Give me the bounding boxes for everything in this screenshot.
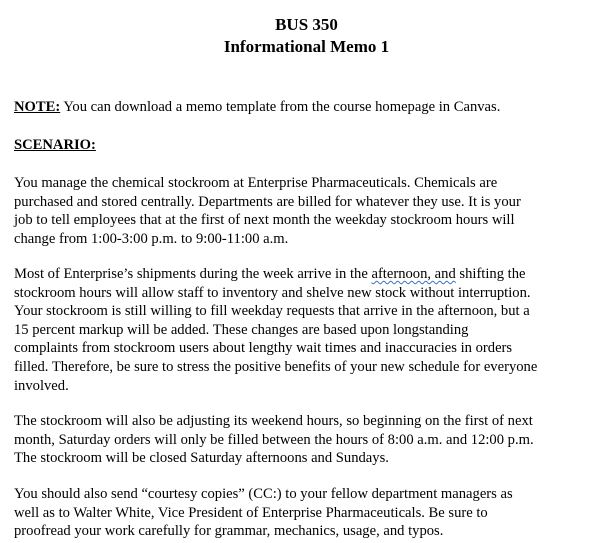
paragraph-2 xyxy=(14,265,604,395)
scenario-label: SCENARIO: xyxy=(14,137,96,153)
paragraph-3-line: month, Saturday orders will only be filled between the hours of 8:00 a.m. and 12:00 p.m. xyxy=(14,431,534,448)
note-label: NOTE: xyxy=(14,99,61,115)
note-text: You can download a memo template from the course homepage in Canvas. xyxy=(60,99,501,115)
paragraph-1-line: You manage the chemical stockroom at Enterprise Pharmaceuticals. Chemicals are xyxy=(14,175,498,191)
paragraph-3 xyxy=(14,412,604,468)
paragraph-3-line: The stockroom will also be adjusting its weekend hours, so beginning on the first of next xyxy=(14,413,533,429)
paragraph-2-line: filled. Therefore, be sure to stress the positive benefits of your new schedule for everyone xyxy=(14,358,538,375)
note-paragraph xyxy=(14,98,604,117)
paragraph-1-line: change from 1:00-3:00 p.m. to 9:00-11:00 a.m. xyxy=(14,230,289,247)
paragraph-1-line: job to tell employees that at the first of next month the weekday stockroom hours will xyxy=(14,212,515,229)
scenario-heading xyxy=(14,136,604,155)
paragraph-2-line xyxy=(14,265,604,284)
paragraph-4-line: You should also send “courtesy copies” (CC:) to your fellow department managers as xyxy=(14,486,513,502)
paragraph-1-line: purchased and stored centrally. Departments are billed for whatever they use. It is your xyxy=(14,193,521,210)
paragraph-4 xyxy=(14,485,604,541)
document-title xyxy=(0,14,613,58)
paragraph-4-line: proofread your work carefully for grammar, mechanics, usage, and typos. xyxy=(14,523,444,540)
paragraph-2-line-start: Most of Enterprise’s shipments during the week arrive in the xyxy=(14,266,372,282)
paragraph-2-line-end: shifting the xyxy=(455,266,526,282)
paragraph-2-line: involved. xyxy=(14,377,69,394)
assignment-title: Informational Memo 1 xyxy=(223,37,390,56)
grammar-flagged-text[interactable]: afternoon, and xyxy=(371,266,456,282)
course-code: BUS 350 xyxy=(275,15,338,34)
paragraph-2-line: complaints from stockroom users about lengthy wait times and inaccuracies in orders xyxy=(14,340,513,357)
paragraph-4-line: well as to Walter White, Vice President of Enterprise Pharmaceuticals. Be sure to xyxy=(14,504,488,521)
paragraph-2-line: stockroom hours will allow staff to inventory and shelve new stock without interruption. xyxy=(14,284,531,301)
paragraph-2-line: 15 percent markup will be added. These changes are based upon longstanding xyxy=(14,321,469,338)
paragraph-2-line: Your stockroom is still willing to fill weekday requests that arrive in the afternoon, but a xyxy=(14,303,530,320)
paragraph-1 xyxy=(14,174,604,248)
paragraph-3-line: The stockroom will be closed Saturday afternoons and Sundays. xyxy=(14,450,389,467)
